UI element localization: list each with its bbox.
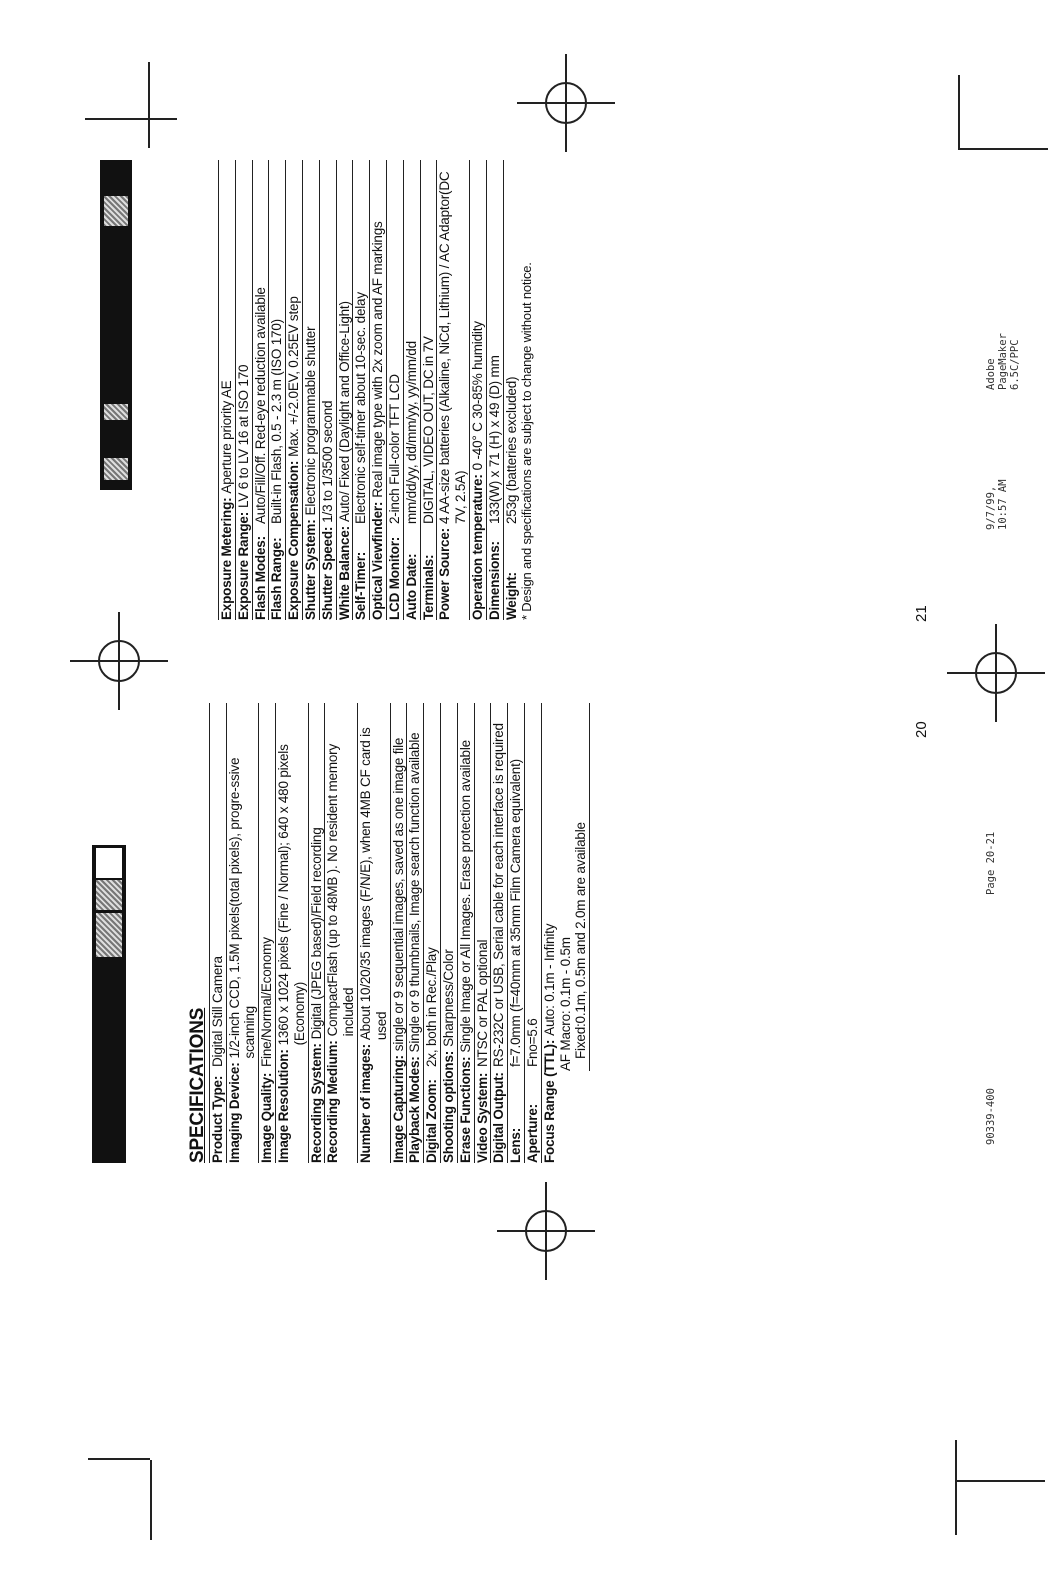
crop-mark [148,62,150,148]
registration-mark [545,82,587,124]
spec-row [324,703,357,1163]
spec-row [507,703,524,1163]
spec-row [252,160,269,620]
spec-label: Recording Medium: [325,1040,341,1163]
spec-value: RS-232C or USB, Serial cable for each interface is required [491,723,507,1067]
swatch-white [95,847,123,879]
swatch [104,196,128,226]
spec-row [209,703,226,1163]
spec-value: Single or 9 thumbnails, Image search function available [407,732,423,1053]
spec-value: Single Image or All Images. Erase protection available [457,740,473,1053]
spec-value: Electronic programmable shutter [302,326,318,516]
spec-value: Sharpness/Color [440,949,456,1047]
spec-label: Operation temperature: [469,474,485,620]
spec-label: Shutter Speed: [319,526,335,620]
spec-label: Auto Date: [403,553,419,620]
spec-label: Power Source: [437,528,453,620]
spec-row [486,160,503,620]
spec-label: Exposure Metering: [219,497,234,620]
spec-label: Shooting options: [440,1050,456,1163]
spec-column-left [187,703,590,1163]
spec-label: Exposure Compensation: [286,460,302,620]
spec-value: Built-in Flash, 0.5 - 2.3 m (ISO 170) [269,319,285,524]
spec-row [541,703,558,1163]
spec-value: Digital Still Camera [209,956,225,1067]
swatch [104,404,128,420]
spec-value: Electronic self-timer about 10-sec. delay [353,292,369,524]
spec-label: Image Resolution: [275,1049,291,1163]
spec-value: 1/3 to 1/3500 second [319,400,335,523]
spec-value: f=7.0mm (f=40mm at 35mm Film Camera equivalent) [508,759,524,1067]
spec-row [308,703,325,1163]
spec-value: Auto: 0.1m - Infinity [541,923,557,1036]
spec-value: 4 AA-size batteries (Alkaline, NiCd, Lithium) / AC Adaptor(DC 7V, 2.5A) [437,171,469,524]
crop-mark [955,1480,1045,1482]
spec-label: Digital Output: [491,1072,507,1163]
crop-mark [955,1440,957,1535]
spec-label: Erase Functions: [457,1056,473,1163]
footer-timestamp: 9/7/99, 10:57 AM [985,479,1009,530]
spec-row [423,703,440,1163]
spec-row [268,160,285,620]
spec-row [285,160,302,620]
spec-value: 133(W) x 71 (H) x 49 (D) mm [486,355,502,524]
spec-value: Aperture priority AE [219,380,234,494]
spec-label: Image Capturing: [390,1055,406,1163]
crop-mark [88,1458,150,1460]
spec-value: 0 -40° C 30-85% humidity [469,321,485,471]
spec-value: 1/2-inch CCD, 1.5M pixels(total pixels), progre-ssive scanning [226,757,258,1059]
spec-value: Fine/Normal/Economy [259,937,275,1067]
spec-value: NTSC or PAL optional [474,939,490,1067]
spec-table-left [209,703,558,1163]
spec-label: Playback Modes: [407,1056,423,1163]
spec-row [457,703,474,1163]
spec-column-right [218,160,535,620]
spec-row [440,703,457,1163]
footer-app: Adobe PageMaker 6.5C/PPC [985,333,1021,390]
footer-code: 90339-400 [985,1088,997,1145]
crop-mark [85,118,177,120]
spec-value: Fno=5.6 [524,1018,540,1067]
spec-row [474,703,491,1163]
swatch [96,880,122,910]
focus-extra-line: AF Macro: 0.1m - 0.5m [557,937,573,1071]
swatch [104,458,128,480]
spec-row [357,703,390,1163]
spec-row [369,160,386,620]
spec-row [406,703,423,1163]
spec-label: Optical Viewfinder: [370,501,386,620]
footer-pages: Page 20-21 [985,831,997,895]
spec-row [420,160,437,620]
spec-row [275,703,308,1163]
focus-extra-line: Fixed:0.1m, 0.5m and 2.0m are available [573,703,590,1071]
spec-label: Dimensions: [486,541,502,620]
spec-label: Image Quality: [259,1072,275,1163]
swatch [96,913,122,957]
spec-label: Product Type: [209,1075,225,1163]
spec-value: Auto/Fill/Off. Red-eye reduction available [252,287,268,524]
spec-row [319,160,336,620]
registration-mark [98,640,140,682]
spec-label: Number of images: [357,1044,373,1163]
spec-row [490,703,507,1163]
spec-label: Exposure Range: [235,511,251,620]
spec-value: 1360 x 1024 pixels (Fine / Normal); 640 x 480 pixels (Economy) [275,744,307,1046]
spec-label: Digital Zoom: [424,1079,440,1163]
registration-mark [525,1210,567,1252]
spec-label: Weight: [503,572,519,620]
spec-label: Focus Range (TTL): [541,1039,557,1163]
spec-value: Max. +/-2.0EV, 0.25EV step [286,296,302,457]
spec-label: Recording System: [308,1043,324,1163]
spec-row [390,703,407,1163]
spec-label: Flash Range: [269,537,285,620]
spec-label: Video System: [474,1072,490,1163]
spec-value: single or 9 sequential images, saved as one image file [390,737,406,1052]
spec-value: About 10/20/35 images (F/N/E), when 4MB CF card is used [357,727,389,1041]
spec-row [386,160,403,620]
spec-row [336,160,353,620]
spec-row [302,160,319,620]
spec-table-right [218,160,519,620]
spec-row [235,160,252,620]
crop-mark [958,75,960,150]
crop-mark [958,148,1048,150]
spec-row [503,160,520,620]
spec-note: * Design and specifications are subject to change without notice. [519,262,535,620]
spec-label: LCD Monitor: [386,536,402,620]
spec-row [524,703,541,1163]
page-title: SPECIFICATIONS [187,1007,208,1163]
spec-value: CompactFlash (up to 48MB ). No resident memory included [325,743,357,1037]
crop-mark [150,1460,152,1540]
spec-label: Imaging Device: [226,1062,242,1163]
spec-label: Flash Modes: [252,536,268,620]
spec-label: White Balance: [336,526,352,620]
spec-value: Real image type with 2x zoom and AF markings [370,221,386,498]
spec-row [352,160,369,620]
spec-value: Digital (JPEG based)/Field recording [308,827,324,1040]
spec-value: mm/dd/yy, dd/mm/yy, yy/mm/dd [403,341,419,524]
spec-value: Auto/ Fixed (Daylight and Office-Light) [336,301,352,523]
spec-label: Shutter System: [302,519,318,620]
page-number-left: 20 [913,721,930,738]
spec-label: Terminals: [420,554,436,620]
spec-label: Self-Timer: [353,551,369,620]
spec-row [258,703,275,1163]
spec-value: 2-inch Full-color TFT LCD [386,374,402,524]
page-number-right: 21 [913,605,930,622]
spec-value: 2x, both in Rec./Play [424,947,440,1067]
spec-value: LV 6 to LV 16 at ISO 170 [235,364,251,508]
spec-label: Lens: [508,1127,524,1163]
spec-label: Aperture: [524,1104,540,1163]
spec-value: DIGITAL, VIDEO OUT, DC in 7V [420,336,436,524]
registration-mark [975,652,1017,694]
focus-extra [558,703,591,1163]
spec-row [403,160,420,620]
spec-row [436,160,469,620]
spec-row [218,160,235,620]
spec-value: 253g (batteries excluded) [503,376,519,524]
spec-row [469,160,486,620]
spec-row [226,703,259,1163]
